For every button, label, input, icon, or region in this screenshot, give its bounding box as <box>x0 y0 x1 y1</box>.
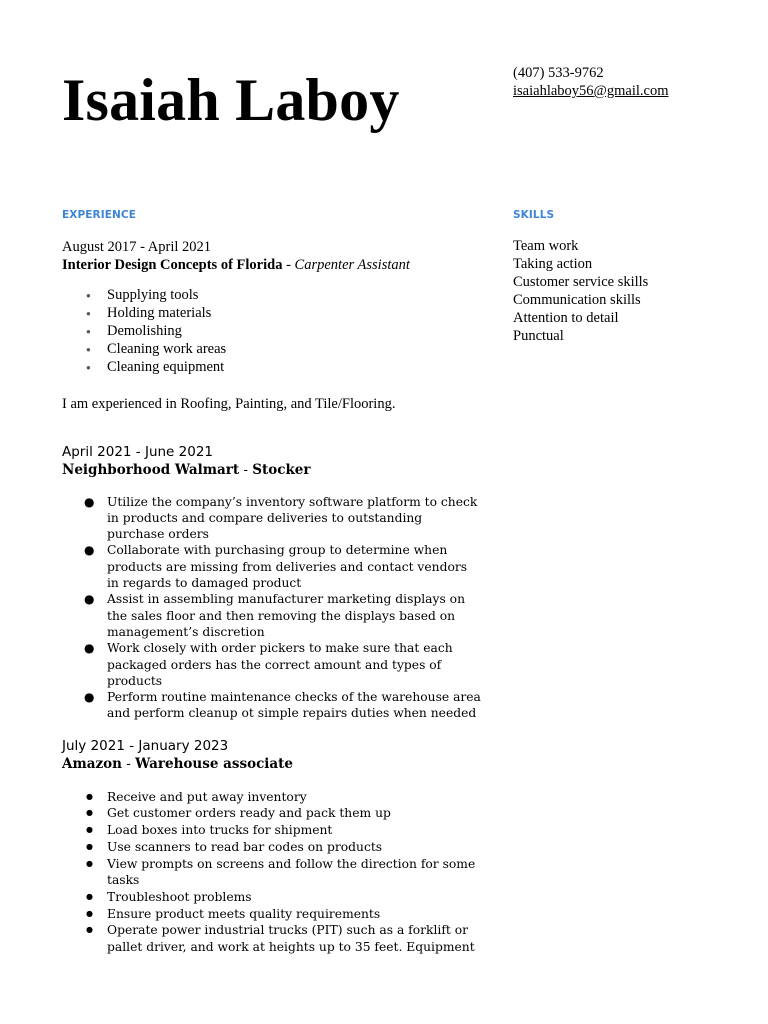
skill-item: Communication skills <box>513 291 641 308</box>
list-item: ● Operate power industrial trucks (PIT) such as a forklift or pallet driver, and work at heights up to 35 feet. Equipment <box>107 922 482 955</box>
skill-item: Taking action <box>513 255 593 272</box>
skill-item: Attention to detail <box>513 309 619 326</box>
job-role: Warehouse associate <box>135 755 293 772</box>
list-item: ● Ensure product meets quality requirements <box>107 906 482 923</box>
list-item: ● Work closely with order pickers to make sure that each packaged orders has the correct amount and types of products <box>107 640 482 689</box>
job-title <box>62 755 482 773</box>
job-bullets <box>62 789 482 956</box>
contact-block <box>513 64 669 100</box>
job-dates: April 2021 - June 2021 <box>62 443 214 460</box>
job-dates: August 2017 - April 2021 <box>62 239 212 255</box>
job-company: Interior Design Concepts of Florida <box>62 257 283 273</box>
list-item: ● Assist in assembling manufacturer marketing displays on the sales floor and then removing the displays based on management’s discretion <box>107 591 482 640</box>
list-item: ● Utilize the company’s inventory software platform to check in products and compare deliveries to outstanding purchase orders <box>107 494 482 543</box>
job-company: Amazon <box>62 755 122 772</box>
job-role: Carpenter Assistant <box>294 257 410 273</box>
job-title <box>62 256 482 274</box>
list-item: ● Use scanners to read bar codes on products <box>107 839 482 856</box>
list-item: ● Cleaning equipment <box>107 359 482 377</box>
job-entry <box>62 737 482 956</box>
phone-number: (407) 533-9762 <box>513 65 604 81</box>
email-link[interactable]: isaiahlaboy56@gmail.com <box>513 83 669 99</box>
list-item: ● View prompts on screens and follow the direction for some tasks <box>107 856 482 889</box>
job-entry <box>62 443 482 722</box>
job-separator: - <box>282 257 295 273</box>
list-item: ● Holding materials <box>107 305 482 323</box>
skills-column <box>513 238 733 345</box>
resume-name: Isaiah Laboy <box>62 67 400 133</box>
job-entry <box>62 238 482 413</box>
skill-item: Team work <box>513 238 579 254</box>
job-company: Neighborhood Walmart <box>62 461 240 478</box>
list-item: ● Load boxes into trucks for shipment <box>107 822 482 839</box>
job-dates: July 2021 - January 2023 <box>62 737 229 754</box>
job-separator: - <box>122 755 136 772</box>
list-item: ● Receive and put away inventory <box>107 789 482 806</box>
skills-heading: SKILLS <box>513 209 555 221</box>
list-item: ● Get customer orders ready and pack them up <box>107 805 482 822</box>
job-role: Stocker <box>252 461 311 478</box>
skill-item: Customer service skills <box>513 273 649 290</box>
list-item: ● Demolishing <box>107 323 482 341</box>
list-item: ● Collaborate with purchasing group to determine when products are missing from deliveries and contact vendors in regards to damaged product <box>107 542 482 591</box>
job-separator: - <box>239 461 253 478</box>
list-item: ● Perform routine maintenance checks of the warehouse area and perform cleanup ot simple repairs duties when needed <box>107 689 482 722</box>
list-item: ● Troubleshoot problems <box>107 889 482 906</box>
list-item: ● Supplying tools <box>107 287 482 305</box>
experience-column <box>62 238 482 956</box>
job-bullets <box>62 287 482 377</box>
job-bullets <box>62 494 482 722</box>
job-title <box>62 461 482 479</box>
list-item: ● Cleaning work areas <box>107 341 482 359</box>
skill-item: Punctual <box>513 327 564 344</box>
job-note: I am experienced in Roofing, Painting, and Tile/Flooring. <box>62 395 396 412</box>
experience-heading: EXPERIENCE <box>62 209 136 221</box>
